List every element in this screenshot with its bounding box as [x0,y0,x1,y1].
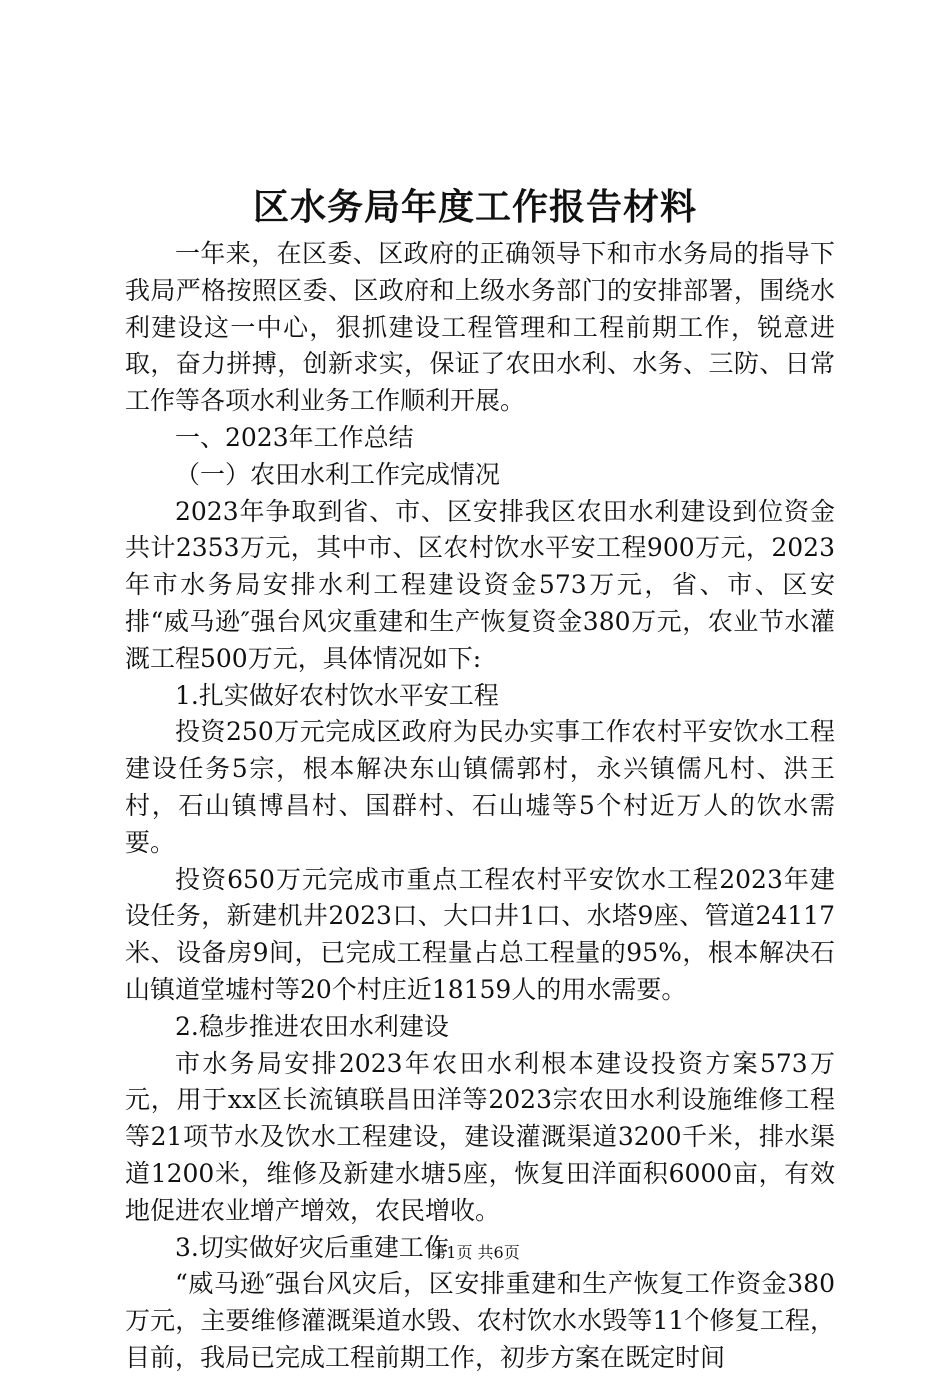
paragraph-item-3: “威马逊″强台风灾后，区安排重建和生产恢复工作资金380万元，主要维修灌溉渠道水毁、农村饮水水毁等11个修复工程，目前，我局已完成工程前期工作，初步方案在既定时间 [125,1269,835,1372]
page-number-footer: 第1页 共6页 [430,1243,520,1262]
heading-section-1: 一、2023年工作总结 [175,422,414,452]
heading-item-2: 2.稳步推进农田水利建设 [175,1011,449,1041]
document-body [125,236,835,1377]
heading-item-3: 3.切实做好灾后重建工作 [175,1232,449,1262]
heading-subsection-1: （一）农田水利工作完成情况 [175,459,501,489]
heading-item-1: 1.扎实做好农村饮水平安工程 [175,680,499,710]
paragraph-item-2: 市水务局安排2023年农田水利根本建设投资方案573万元，用于xx区长流镇联昌田洋等2023宗农田水利设施维修工程等21项节水及饮水工程建设，建设灌溉渠道3200千米，排水渠道1200米，维修及新建水塘5座，恢复田洋面积6000亩，有效地促进农业增产增效，农民增收。 [125,1048,835,1225]
document-title: 区水务局年度工作报告材料 [252,186,697,228]
paragraph-item-1a: 投资250万元完成区政府为民办实事工作农村平安饮水工程建设任务5宗，根本解决东山镇儒郭村，永兴镇儒凡村、洪王村，石山镇博昌村、国群村、石山墟等5个村近万人的饮水需要。 [125,717,835,857]
paragraph-intro: 一年来，在区委、区政府的正确领导下和市水务局的指导下我局严格按照区委、区政府和上级水务部门的安排部署，围绕水利建设这一中心，狠抓建设工程管理和工程前期工作，锐意进取，奋力拼搏，创新求实，保证了农田水利、水务、三防、日常工作等各项水利业务工作顺利开展。 [125,239,835,416]
paragraph-item-1b: 投资650万元完成市重点工程农村平安饮水工程2023年建设任务，新建机井2023口、大口井1口、水塔9座、管道24117米、设备房9间，已完成工程量占总工程量的95%，根本解决石山镇道堂墟村等20个村庄近18159人的用水需要。 [125,864,835,1004]
paragraph-funding: 2023年争取到省、市、区安排我区农田水利建设到位资金共计2353万元，其中市、区农村饮水平安工程900万元，2023年市水务局安排水利工程建设资金573万元，省、市、区安排“威马逊″强台风灾重建和生产恢复资金380万元，农业节水灌溉工程500万元，具体情况如下: [125,496,835,673]
